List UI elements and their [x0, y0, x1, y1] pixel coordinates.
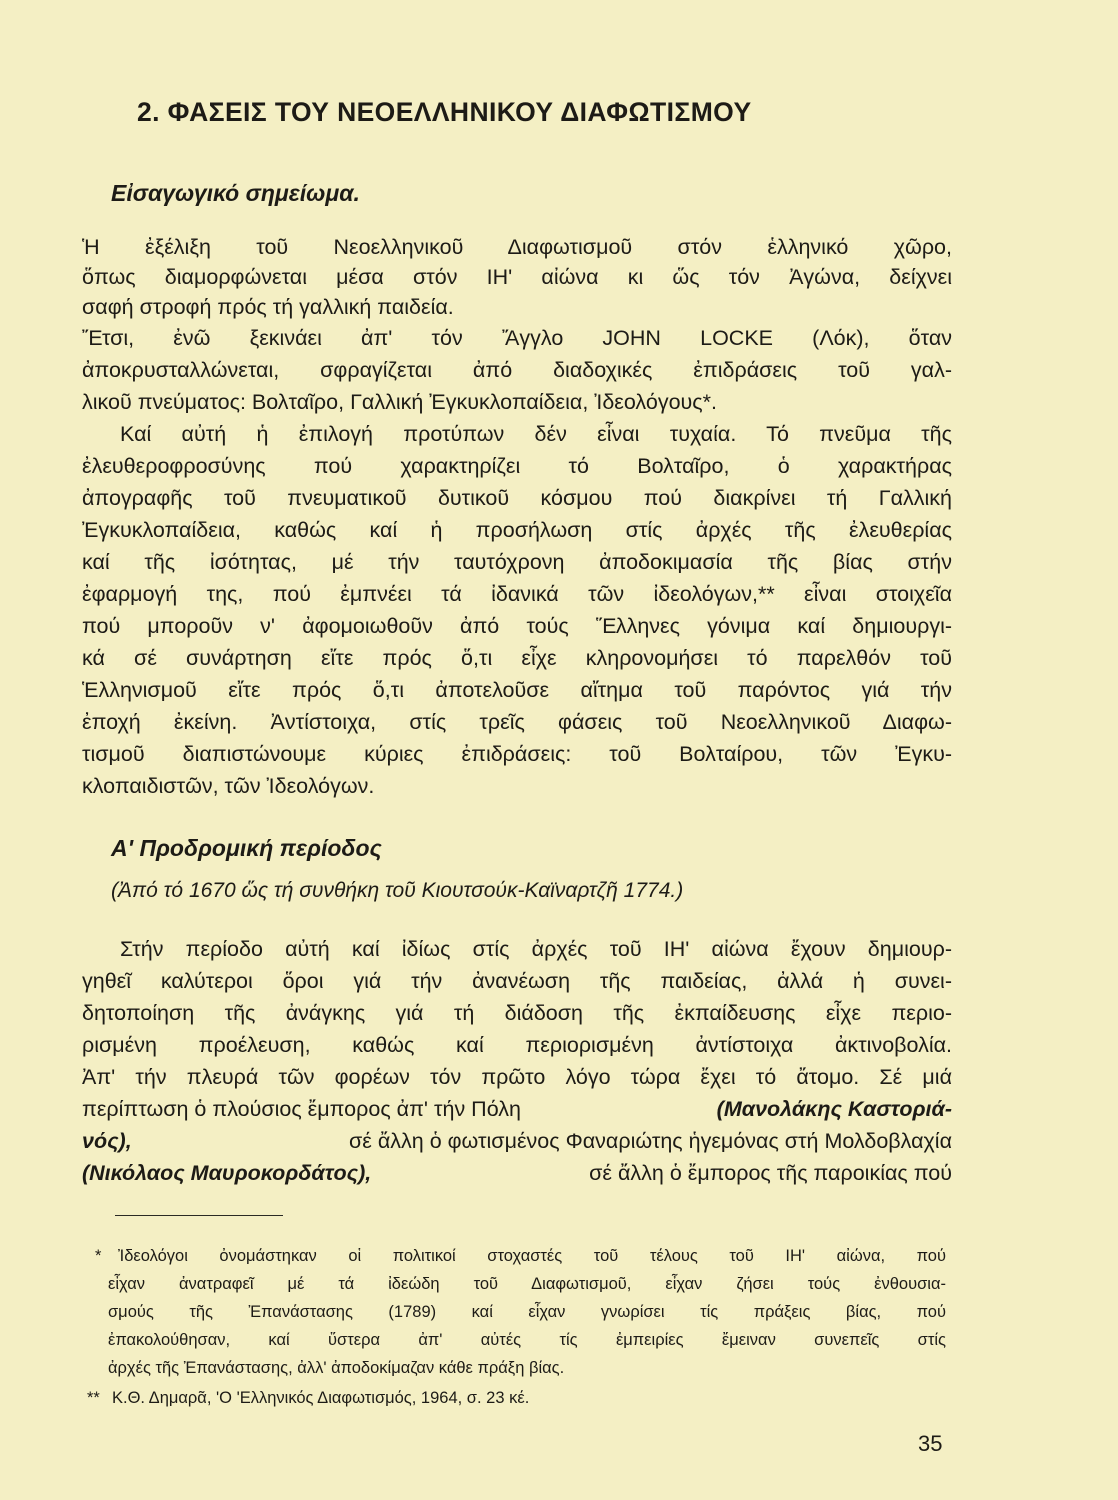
intro-line: κλοπαιδιστῶν, τῶν Ἰδεολόγων. — [82, 774, 375, 798]
section-line-text: περίπτωση ὁ πλούσιος ἔμπορος ἀπ' τήν Πόλη — [82, 1097, 521, 1121]
intro-line: ἐποχή ἐκείνη. Ἀντίστοιχα, στίς τρεῖς φάσεις τοῦ Νεοελληνικοῦ Διαφω- — [82, 710, 952, 734]
section-line — [82, 1127, 952, 1155]
intro-line: τισμοῦ διαπιστώνουμε κύριες ἐπιδράσεις: τοῦ Βολταίρου, τῶν Ἐγκυ- — [82, 742, 952, 766]
intro-line: Ἡ ἐξέλιξη τοῦ Νεοελληνικοῦ Διαφωτισμοῦ στόν ἑλληνικό χῶρο, — [82, 235, 952, 259]
footnote-line: σμούς τῆς Ἐπανάστασης (1789) καί εἶχαν γνωρίσει τίς πράξεις βίας, πού — [108, 1303, 946, 1321]
footnote-line: εἶχαν ἀνατραφεῖ μέ τά ἰδεώδη τοῦ Διαφωτισμοῦ, εἶχαν ζήσει τούς ἐνθουσια- — [108, 1275, 946, 1293]
section-line-text: σέ ἄλλη ὁ φωτισμένος Φαναριώτης ἡγεμόνας στή Μολδοβλαχία — [349, 1129, 952, 1153]
chapter-heading: 2. ΦΑΣΕΙΣ ΤΟΥ ΝΕΟΕΛΛΗΝΙΚΟΥ ΔΙΑΦΩΤΙΣΜΟΥ — [137, 97, 752, 127]
intro-line: Ἑλληνισμοῦ εἴτε πρός ὅ,τι ἀποτελοῦσε αἴτημα τοῦ παρόντος γιά τήν — [82, 678, 952, 702]
intro-line: πού μποροῦν ν' ἀφομοιωθοῦν ἀπό τούς Ἕλληνες γόνιμα καί δημιουργι- — [82, 614, 952, 638]
footnote-line: ἀρχές τῆς Ἐπανάστασης, ἀλλ' ἀποδοκίμαζαν κάθε πράξη βίας. — [108, 1359, 565, 1377]
section-line: ρισμένη προέλευση, καθώς καί περιορισμένη ἀντίστοιχα ἀκτινοβολία. — [82, 1033, 952, 1057]
footnote-line: Ἰδεολόγοι ὀνομάστηκαν οἱ πολιτικοί στοχαστές τοῦ τέλους τοῦ ΙΗ' αἰώνα, πού — [118, 1247, 946, 1265]
intro-line: λικοῦ πνεύματος: Βολταῖρο, Γαλλική Ἐγκυκλοπαίδεια, Ἰδεολόγους*. — [82, 390, 717, 414]
section-line: γηθεῖ καλύτεροι ὅροι γιά τήν ἀνανέωση τῆς παιδείας, ἀλλά ἡ συνει- — [82, 969, 952, 993]
section-line — [82, 1095, 952, 1123]
intro-line: ἐφαρμογή της, πού ἐμπνέει τά ἰδανικά τῶν ἰδεολόγων,** εἶναι στοιχεῖα — [82, 582, 952, 606]
footnote-line: ἐπακολούθησαν, καί ὕστερα ἀπ' αὐτές τίς ἐμπειρίες ἔμειναν συνεπεῖς στίς — [108, 1331, 946, 1349]
footnote-marker: ** — [87, 1389, 100, 1407]
intro-line: ὅπως διαμορφώνεται μέσα στόν ΙΗ' αἰώνα κι ὥς τόν Ἀγώνα, δείχνει — [82, 265, 952, 289]
section-line — [82, 1159, 952, 1187]
footnote-divider — [115, 1215, 283, 1216]
person-name: (Μανολάκης Καστοριά- — [716, 1097, 952, 1121]
intro-line: ἀποκρυσταλλώνεται, σφραγίζεται ἀπό διαδοχικές ἐπιδράσεις τοῦ γαλ- — [82, 358, 952, 382]
intro-line: ἐλευθεροφροσύνης πού χαρακτηρίζει τό Βολταῖρο, ὁ χαρακτήρας — [82, 454, 952, 478]
page-number: 35 — [918, 1431, 943, 1456]
section-title: Α' Προδρομική περίοδος — [111, 835, 382, 861]
intro-line: καί τῆς ἰσότητας, μέ τήν ταυτόχρονη ἀποδοκιμασία τῆς βίας στήν — [82, 550, 952, 574]
intro-line: σαφή στροφή πρός τή γαλλική παιδεία. — [82, 295, 454, 319]
intro-line: Ἔτσι, ἐνῶ ξεκινάει ἀπ' τόν Ἄγγλο JOHN LOCKE (Λόκ), ὅταν — [82, 326, 952, 350]
section-dates: (Ἀπό τό 1670 ὥς τή συνθήκη τοῦ Κιουτσούκ-Καϊναρτζῆ 1774.) — [111, 879, 684, 902]
intro-line: ἀπογραφῆς τοῦ πνευματικοῦ δυτικοῦ κόσμου πού διακρίνει τή Γαλλική — [82, 486, 952, 510]
intro-line: Καί αὐτή ἡ ἐπιλογή προτύπων δέν εἶναι τυχαία. Τό πνεῦμα τῆς — [120, 422, 952, 446]
footnote-line: Κ.Θ. Δημαρᾶ, 'Ο 'Ελληνικός Διαφωτισμός, 1964, σ. 23 κέ. — [112, 1389, 530, 1407]
section-line: Στήν περίοδο αὐτή καί ἰδίως στίς ἀρχές τοῦ ΙΗ' αἰώνα ἔχουν δημιουρ- — [120, 937, 952, 961]
person-name: (Νικόλαος Μαυροκορδάτος), — [82, 1161, 372, 1185]
section-line: δητοποίηση τῆς ἀνάγκης γιά τή διάδοση τῆς ἐκπαίδευσης εἶχε περιο- — [82, 1001, 952, 1025]
section-line: Ἀπ' τήν πλευρά τῶν φορέων τόν πρῶτο λόγο τώρα ἔχει τό ἄτομο. Σέ μιά — [82, 1065, 952, 1089]
footnote-marker: * — [95, 1247, 102, 1265]
person-name: νός), — [82, 1129, 132, 1153]
intro-line: Ἐγκυκλοπαίδεια, καθώς καί ἡ προσήλωση στίς ἀρχές τῆς ἐλευθερίας — [82, 518, 952, 542]
intro-line: κά σέ συνάρτηση εἴτε πρός ὅ,τι εἶχε κληρονομήσει τό παρελθόν τοῦ — [82, 646, 952, 670]
intro-title: Εἰσαγωγικό σημείωμα. — [111, 180, 360, 206]
section-line-text: σέ ἄλλη ὁ ἔμπορος τῆς παροικίας πού — [589, 1161, 952, 1185]
